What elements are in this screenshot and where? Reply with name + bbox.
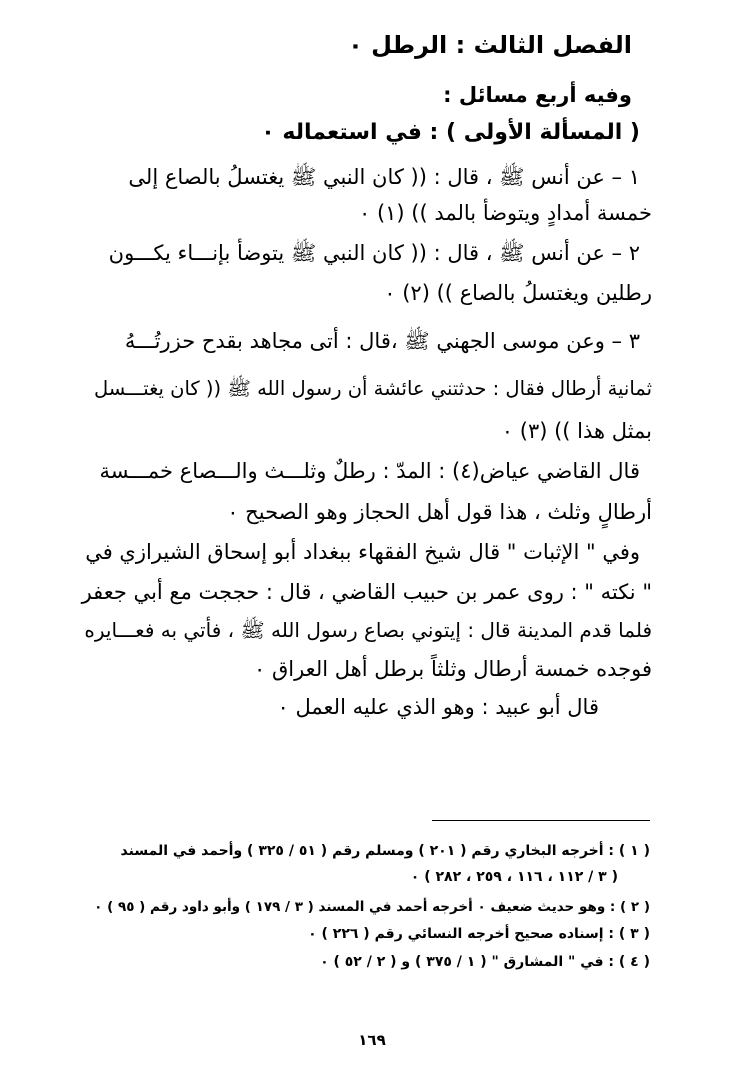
body-line: قال أبو عبيد : وهو الذي عليه العمل ٠ [277,695,599,719]
body-line: ثمانية أرطال فقال : حدثتني عائشة أن رسول الله ﷺ (( كان يغتـــسل [93,377,652,400]
chapter-title: الفصل الثالث : الرطل ٠ [348,31,632,59]
body-line: وفي " الإثبات " قال شيخ الفقهاء ببغداد أبو إسحاق الشيرازي في [85,540,640,564]
body-line: ٢ – عن أنس ﷺ ، قال : (( كان النبي ﷺ يتوضأ بإنـــاء يكـــون [108,241,640,265]
body-line: فلما قدم المدينة قال : إيتوني بصاع رسول الله ﷺ ، فأتي به فعـــايره [84,618,652,642]
body-line: فوجده خمسة أرطال وثلثاً برطل أهل العراق ٠ [254,657,652,681]
footnote: ( ٢ ) : وهو حديث ضعيف ٠ أخرجه أحمد في المسند ( ٣ / ١٧٩ ) وأبو داود رقم ( ٩٥ ) ٠ [94,899,650,915]
body-line: رطلين ويغتسلُ بالصاع )) (٢) ٠ [384,281,652,305]
body-line: أرطالٍ وثلث ، هذا قول أهل الحجاز وهو الصحيح ٠ [227,500,652,524]
intro-line: وفيه أربع مسائل : [443,83,632,107]
footnote: ( ١ ) : أخرجه البخاري رقم ( ٢٠١ ) ومسلم رقم ( ٥١ / ٣٢٥ ) وأحمد في المسند [120,843,650,859]
issue-heading: ( المسألة الأولى ) : في استعماله ٠ [261,120,640,145]
body-line: قال القاضي عياض(٤) : المدّ : رطلٌ وثلـــث والـــصاع خمـــسة [99,459,640,483]
footnote: ( ٣ / ١١٢ ، ١١٦ ، ٢٥٩ ، ٢٨٢ ) ٠ [410,869,618,885]
body-line: بمثل هذا )) (٣) ٠ [501,419,652,443]
footnote-separator [432,820,650,821]
body-line: " نكته " : روى عمر بن حبيب القاضي ، قال : حججت مع أبي جعفر [81,580,652,604]
body-line: ١ – عن أنس ﷺ ، قال : (( كان النبي ﷺ يغتسلُ بالصاع إلى [128,165,640,189]
page-number: ١٦٩ [358,1031,386,1049]
footnote: ( ٤ ) : في " المشارق " ( ١ / ٣٧٥ ) و ( ٢ / ٥٢ ) ٠ [320,954,650,970]
body-line: ٣ – وعن موسى الجهني ﷺ ،قال : أتى مجاهد بقدح حزرتُـــهُ [124,329,640,353]
body-line: خمسة أمدادٍ ويتوضأ بالمد )) (١) ٠ [358,201,652,225]
footnote: ( ٣ ) : إسناده صحيح أخرجه النسائي رقم ( ٢٢٦ ) ٠ [308,926,650,942]
